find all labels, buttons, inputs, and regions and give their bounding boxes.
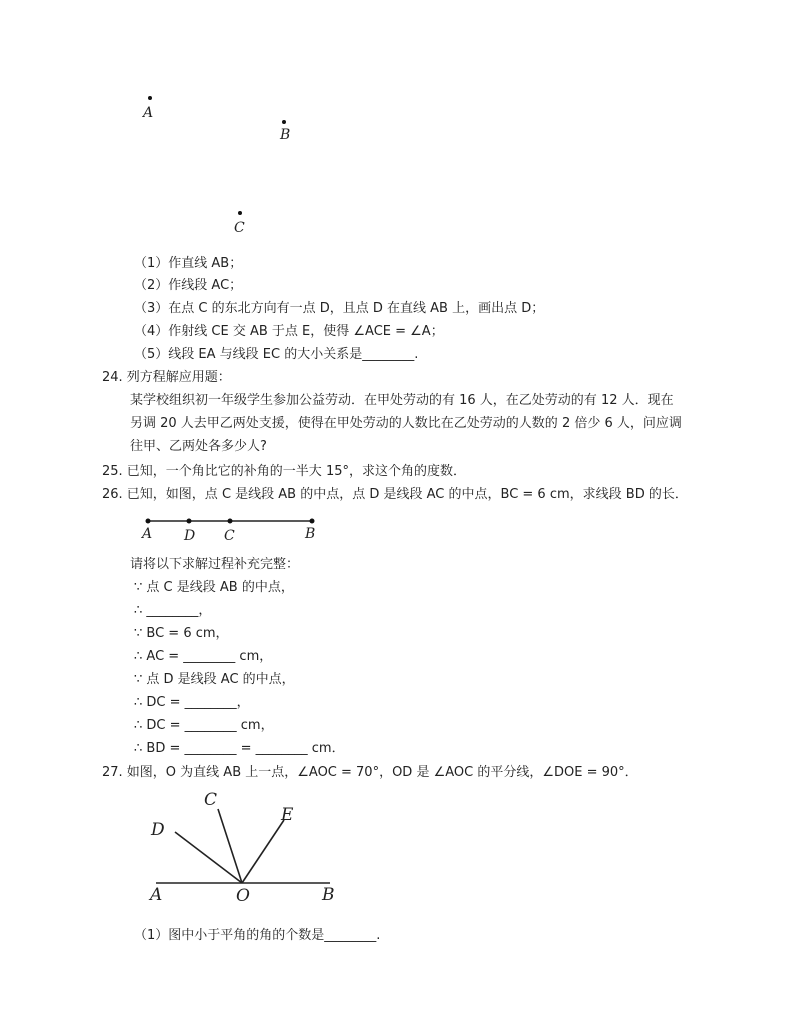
q27-label-e: E [281, 805, 294, 825]
q27-angle-figure [150, 790, 350, 900]
q23-item-5: （5）线段 EA 与线段 EC 的大小关系是________. [134, 347, 419, 362]
point-c [228, 519, 233, 524]
point-b [310, 519, 315, 524]
q26-step-5: ∵ 点 D 是线段 AC 的中点， [134, 672, 295, 687]
q24-line-2: 另调 20 人去甲乙两处支援，使得在甲处劳动的人数比在乙处劳动的人数的 2 倍少 6 人，问应调 [130, 416, 682, 431]
q24-heading: 24. 列方程解应用题： [102, 370, 231, 385]
q27-label-b: B [322, 885, 335, 905]
point-a [146, 519, 151, 524]
label-b: B [280, 127, 291, 143]
label-a: A [143, 105, 154, 121]
q26-text: 26. 已知，如图，点 C 是线段 AB 的中点，点 D 是线段 AC 的中点，BC = 6 cm，求线段 BD 的长． [102, 487, 688, 502]
q27-label-o: O [236, 886, 250, 906]
q26-label-a: A [142, 526, 153, 542]
q26-label-b: B [305, 526, 316, 542]
q26-step-2: ∴ ________， [134, 603, 212, 618]
q27-text: 27. 如图，O 为直线 AB 上一点，∠AOC = 70°，OD 是 ∠AOC 的平分线，∠DOE = 90°． [102, 765, 638, 780]
q27-label-c: C [204, 790, 218, 810]
q26-step-8: ∴ BD = ________ = ________ cm． [134, 741, 345, 756]
q23-item-2: （2）作线段 AC； [134, 278, 243, 293]
q24-line-3: 往甲、乙两处各多少人? [130, 439, 267, 454]
q26-instruction: 请将以下求解过程补充完整： [130, 557, 300, 572]
ray-oe [242, 820, 284, 883]
q26-step-4: ∴ AC = ________ cm， [134, 649, 273, 664]
ray-od [175, 832, 242, 883]
q26-step-6: ∴ DC = ________， [134, 695, 250, 710]
q27-sub1: （1）图中小于平角的角的个数是________. [134, 928, 381, 943]
q23-item-1: （1）作直线 AB； [134, 256, 243, 271]
q27-label-a: A [150, 885, 163, 905]
point-d [187, 519, 192, 524]
q26-label-d: D [184, 528, 196, 544]
q26-label-c: C [224, 528, 235, 544]
label-c: C [234, 220, 245, 236]
q23-item-4: （4）作射线 CE 交 AB 于点 E，使得 ∠ACE = ∠A； [134, 324, 444, 339]
q26-step-7: ∴ DC = ________ cm， [134, 718, 274, 733]
q26-step-3: ∵ BC = 6 cm， [134, 626, 229, 641]
q23-item-3: （3）在点 C 的东北方向有一点 D，且点 D 在直线 AB 上，画出点 D； [134, 301, 545, 316]
q25-text: 25. 已知，一个角比它的补角的一半大 15°，求这个角的度数． [102, 464, 466, 479]
ray-oc [218, 809, 242, 883]
q27-label-d: D [151, 820, 165, 840]
q24-line-1: 某学校组织初一年级学生参加公益劳动．在甲处劳动的有 16 人，在乙处劳动的有 12 人．现在 [130, 393, 674, 408]
q26-segment-figure [140, 512, 330, 552]
q26-step-1: ∵ 点 C 是线段 AB 的中点， [134, 580, 294, 595]
